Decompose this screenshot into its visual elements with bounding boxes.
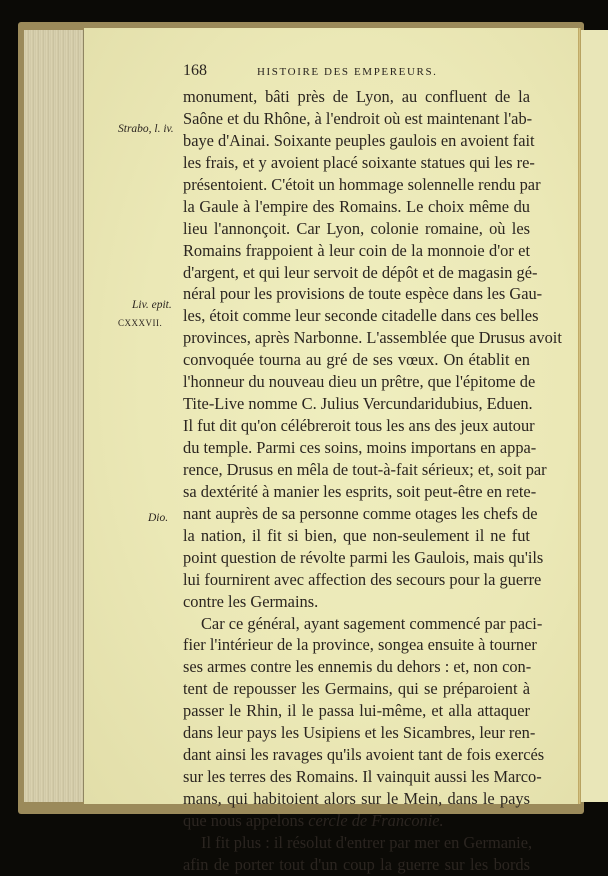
text-line: sa dextérité à manier les esprits, soit peut-être en rete- [183, 481, 537, 501]
text-line: lieu l'annonçoit. Car Lyon, colonie romaine, où les [183, 218, 530, 238]
text-line: Il fut dit qu'on célébreroit tous les ans des jeux autour [183, 416, 535, 436]
text-line: les, étoit comme leur seconde citadelle dans ces belles [183, 306, 539, 326]
text-line: du temple. Parmi ces soins, moins importans en appa- [183, 438, 537, 457]
text-line: dans leur pays les Usipiens et les Sicambres, leur ren- [183, 723, 536, 743]
text-line: sur les terres des Romains. Il vainquit aussi les Marco- [183, 767, 542, 787]
text-line: rence, Drusus en mêla de tout-à-fait sérieux; et, soit par [183, 459, 547, 479]
running-title: HISTOIRE DES EMPEREURS. [257, 66, 438, 78]
text-line: convoquée tourna au gré de ses vœux. On établit en [183, 350, 530, 370]
margin-note-dio: Dio. [148, 512, 169, 524]
text-span: que nous appelons [183, 810, 309, 830]
text-line: Romains frappoient à leur coin de la monnoie d'or et [183, 240, 530, 260]
text-line: nant auprès de sa personne comme otages les chefs de [183, 503, 538, 523]
text-line: lui fournirent avec affection des secours pour la guerre [183, 569, 542, 589]
text-line: les frais, et y avoient placé soixante statues qui les re- [183, 152, 535, 172]
text-line: d'argent, et qui leur servoit de dépôt et de magasin gé- [183, 262, 538, 282]
italic-phrase: cercle de Franconie. [308, 810, 444, 830]
next-page-sliver [581, 30, 608, 802]
text-line: ses armes contre les ennemis du dehors : et, non con- [183, 657, 532, 677]
text-line: présentoient. C'étoit un hommage solennelle rendu par [183, 174, 541, 194]
text-line: fier l'intérieur de la province, songea ensuite à tourner [183, 635, 537, 655]
text-line: baye d'Ainai. Soixante peuples gaulois en avoient fait [183, 130, 535, 150]
page-edges [24, 30, 86, 802]
text-line: Car ce général, ayant sagement commencé par paci- [201, 613, 543, 633]
text-line: contre les Germains. [183, 591, 319, 611]
margin-note-livy: Liv. epit. [132, 299, 172, 311]
text-line: Il fit plus : il résolut d'entrer par mer en Germanie, [201, 832, 533, 852]
text-line: point question de révolte parmi les Gaulois, mais qu'ils [183, 547, 544, 567]
text-line: passer le Rhin, il le passa lui-même, et alla attaquer [183, 701, 530, 721]
text-line: Saône et du Rhône, à l'endroit où est maintenant l'ab- [183, 108, 533, 128]
margin-note-strabo: Strabo, l. iv. [118, 123, 174, 135]
margin-note-livy-book: CXXXVII. [118, 318, 163, 328]
text-line: afin de porter tout d'un coup la guerre sur les bords [183, 854, 530, 874]
text-line: la nation, il fit si bien, que non-seulement il ne fut [183, 525, 530, 545]
page-number: 168 [183, 62, 207, 79]
text-line: néral pour les provisions de toute espèce dans les Gau- [183, 284, 543, 304]
text-line [183, 810, 530, 832]
page-header [170, 62, 530, 82]
text-line: provinces, après Narbonne. L'assemblée que Drusus avoit [183, 328, 562, 348]
text-line: mans, qui habitoient alors sur le Mein, dans le pays [183, 789, 530, 808]
text-line: tent de repousser les Germains, qui se préparoient à [183, 679, 530, 699]
body-text [183, 86, 562, 876]
text-line: monument, bâti près de Lyon, au confluent de la [183, 87, 530, 106]
text-line: dant ainsi les ravages qu'ils avoient tant de fois exercés [183, 745, 545, 765]
text-line: la Gaule à l'empire des Romains. Le choix même du [183, 196, 530, 216]
text-line: Tite-Live nomme C. Julius Vercundaridubius, Eduen. [183, 394, 533, 414]
text-line: l'honneur du nouveau dieu un prêtre, que l'épitome de [183, 372, 536, 392]
